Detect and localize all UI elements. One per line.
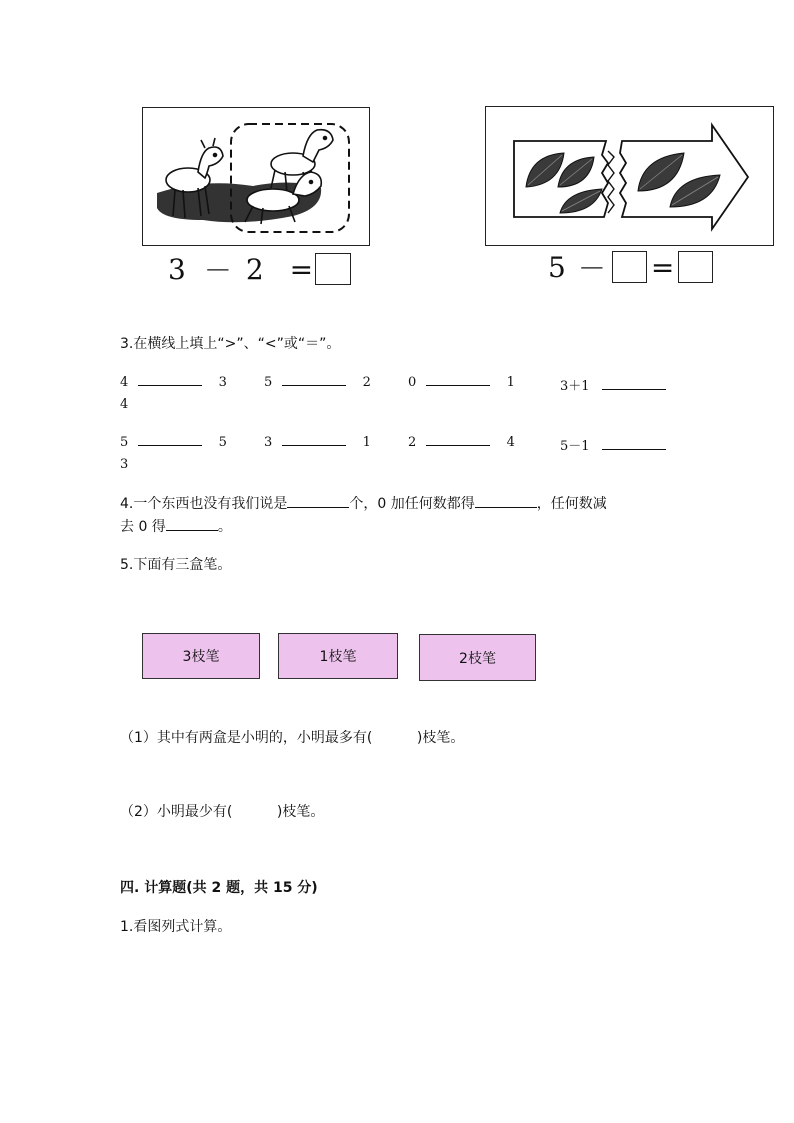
q3-item (264, 435, 371, 450)
q4-text: 4.一个东西也没有我们说是 (120, 496, 288, 512)
q3-title: 3.在横线上填上“>”、“<”或“＝”。 (120, 336, 341, 352)
left-equation (168, 252, 351, 286)
q3-item (264, 375, 371, 390)
q4-line-2 (120, 517, 232, 537)
goats-icon (143, 108, 369, 245)
eq-left-a: 3 (168, 252, 186, 286)
answer-box[interactable] (678, 251, 713, 283)
compare-blank[interactable] (138, 385, 202, 386)
right-equation (548, 250, 713, 284)
eq-left-eq: = (289, 252, 314, 286)
left-operand: 2 (408, 435, 417, 450)
right-operand: 1 (362, 435, 371, 450)
q4-text: 去 0 得 (120, 519, 166, 535)
q5-title: 5.下面有三盒笔。 (120, 557, 232, 573)
left-operand: 3 (264, 435, 273, 450)
left-operand: 5 (120, 435, 129, 450)
pen-box-2: 2枝笔 (419, 634, 536, 681)
q3-item (408, 435, 515, 450)
q5-sub-2: （2）小明最少有( )枝笔。 (120, 804, 325, 820)
right-operand: 3 (218, 375, 227, 390)
right-operand: 1 (506, 375, 515, 390)
q3-item (560, 435, 666, 454)
pen-box-1: 1枝笔 (278, 633, 398, 679)
answer-box[interactable] (315, 253, 351, 285)
q4-text: 个，0 加任何数都得 (349, 496, 475, 512)
q3-wrapped-operand: 4 (120, 397, 129, 412)
q3-item (408, 375, 515, 390)
eq-left-b: 2 (245, 252, 264, 286)
compare-blank[interactable] (282, 385, 346, 386)
compare-blank[interactable] (282, 445, 346, 446)
answer-box[interactable] (612, 251, 647, 283)
left-operand: 5－1 (560, 439, 590, 454)
left-operand: 0 (408, 375, 417, 390)
fill-blank[interactable] (166, 530, 218, 531)
eq-right-eq: = (650, 250, 675, 284)
section-heading: 四. 计算题(共 2 题，共 15 分) (120, 880, 318, 896)
left-operand: 4 (120, 375, 129, 390)
q4-text: 。 (217, 519, 232, 535)
compare-blank[interactable] (602, 389, 666, 390)
right-operand: 4 (506, 435, 515, 450)
q4-line-1 (120, 494, 607, 514)
eq-right-a: 5 (548, 250, 566, 284)
fill-blank[interactable] (475, 507, 537, 508)
right-operand: 5 (218, 435, 227, 450)
leaves-figure (485, 106, 774, 246)
left-operand: 3＋1 (560, 379, 590, 394)
q3-item (120, 435, 227, 450)
eq-right-op: － (577, 252, 606, 285)
compare-blank[interactable] (426, 385, 490, 386)
q3-item (560, 375, 666, 394)
section4-q1: 1.看图列式计算。 (120, 919, 232, 935)
right-operand: 2 (362, 375, 371, 390)
fill-blank[interactable] (287, 507, 349, 508)
eq-left-op: － (203, 254, 232, 287)
q5-sub-1: （1）其中有两盒是小明的，小明最多有( )枝笔。 (120, 730, 465, 746)
leaves-arrow-icon (486, 107, 773, 245)
compare-blank[interactable] (602, 449, 666, 450)
q3-item (120, 375, 227, 390)
q3-wrapped-operand: 3 (120, 457, 129, 472)
compare-blank[interactable] (426, 445, 490, 446)
q4-text: ，任何数减 (536, 496, 607, 512)
pen-box-3: 3枝笔 (142, 633, 260, 679)
left-operand: 5 (264, 375, 273, 390)
goats-figure (142, 107, 370, 246)
compare-blank[interactable] (138, 445, 202, 446)
